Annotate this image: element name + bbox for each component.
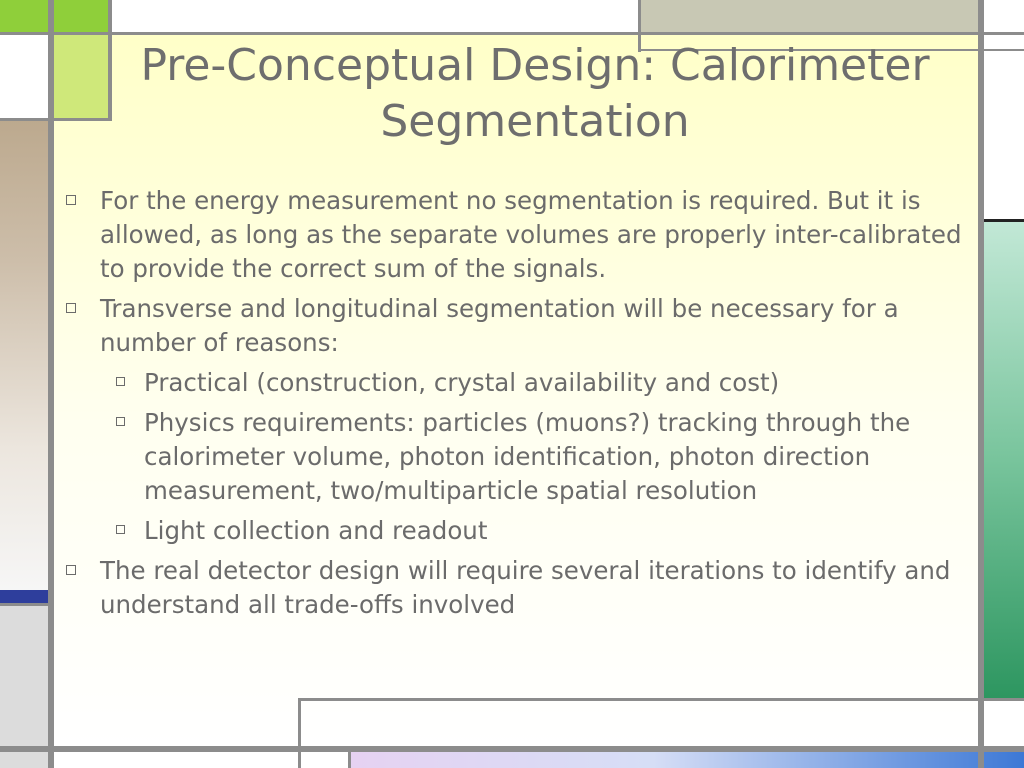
bullet-item xyxy=(62,554,968,622)
hollow-square-bullet-icon xyxy=(66,195,76,205)
bullet-text: Light collection and readout xyxy=(144,516,488,545)
hollow-square-bullet-icon xyxy=(116,525,125,534)
grid-line-left-upper xyxy=(0,118,48,121)
grid-line-bottom-box-left xyxy=(298,698,301,768)
decor-green-block-right xyxy=(984,222,1024,698)
grid-line-right-bottom xyxy=(984,698,1024,701)
sub-bullet-item xyxy=(62,406,968,508)
bullet-text: For the energy measurement no segmentation is required. But it is allowed, as long as the separate volumes are properly inter-calibrated to provide the correct sum of the signals. xyxy=(100,186,962,283)
grid-line-bottom-box-top xyxy=(298,698,984,701)
bullet-text: Transverse and longitudinal segmentation will be necessary for a number of reasons: xyxy=(100,294,899,357)
sub-bullet-item xyxy=(62,514,968,548)
grid-line-top xyxy=(0,32,1024,35)
decor-gradient-block-bottom xyxy=(350,752,1024,768)
grid-line-right xyxy=(978,0,984,768)
slide-title: Pre-Conceptual Design: Calorimeter Segmentation xyxy=(140,40,930,147)
grid-line-left xyxy=(48,0,54,768)
grid-line-right-mid xyxy=(984,219,1024,222)
bullet-text: Physics requirements: particles (muons?) tracking through the calorimeter volume, photon identification, photon direction measurement, two/multiparticle spatial resolution xyxy=(144,408,911,505)
decor-green-block-top-left xyxy=(0,0,112,32)
hollow-square-bullet-icon xyxy=(116,417,125,426)
grid-line-right-top xyxy=(984,32,1024,34)
sub-bullet-item xyxy=(62,366,968,400)
hollow-square-bullet-icon xyxy=(66,303,76,313)
decor-blue-strip-left xyxy=(0,590,48,604)
decor-olive-block-top xyxy=(640,0,980,34)
hollow-square-bullet-icon xyxy=(116,377,125,386)
decor-tan-block-left xyxy=(0,120,48,590)
bullet-item xyxy=(62,184,968,286)
grid-line-bottom-gradient-left xyxy=(348,752,351,768)
hollow-square-bullet-icon xyxy=(66,565,76,575)
decor-gray-block-left-bottom xyxy=(0,606,48,768)
grid-line-left-lower xyxy=(0,603,48,606)
grid-line-bottom xyxy=(0,746,1024,752)
bullet-list xyxy=(62,184,968,628)
bullet-text: Practical (construction, crystal availability and cost) xyxy=(144,368,780,397)
bullet-item xyxy=(62,292,968,360)
bullet-text: The real detector design will require several iterations to identify and understand all trade-offs involved xyxy=(100,556,951,619)
